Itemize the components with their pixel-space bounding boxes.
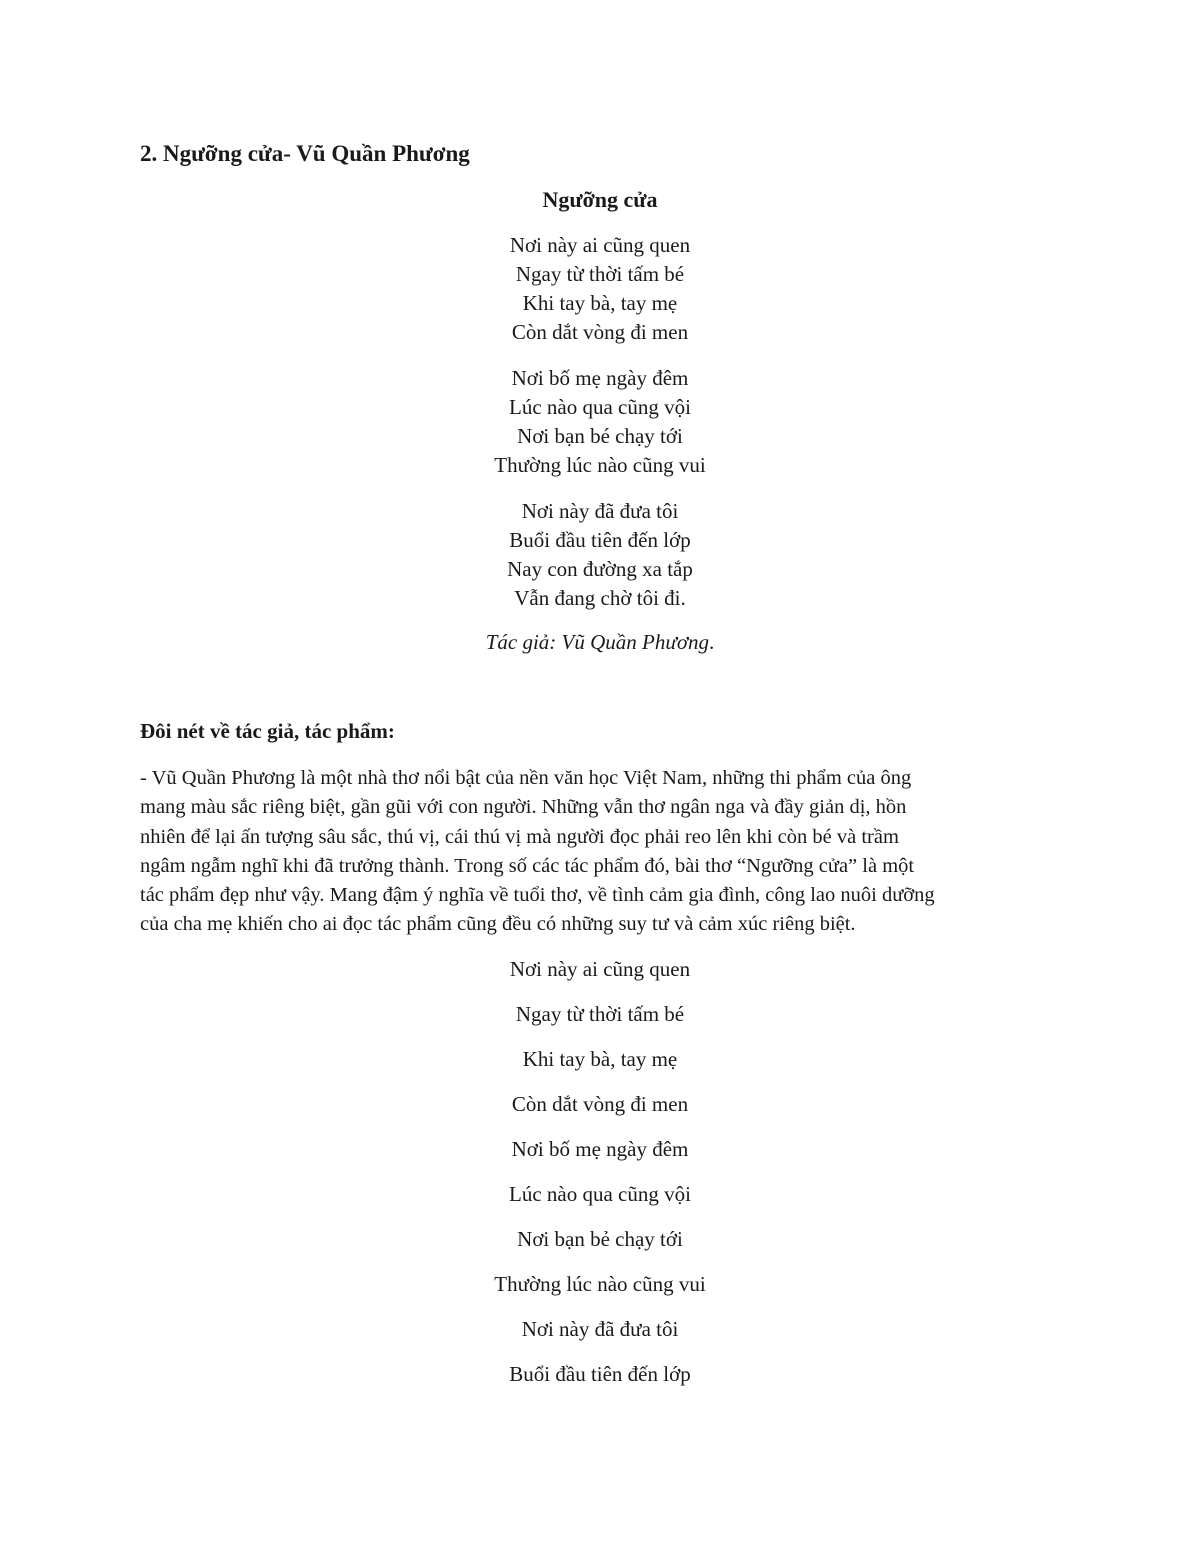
paragraph-line: mang màu sắc riêng biệt, gần gũi với con người. Những vẫn thơ ngân nga và đầy giản dị, hồn [140,796,907,819]
about-paragraph [140,764,1060,940]
poem-author-line [300,630,900,655]
quoted-poem-lines [300,955,900,1405]
quoted-line: Ngay từ thời tấm bé [515,1002,685,1026]
poem-title: Ngưỡng cửa [542,187,658,212]
poem-line: Nơi bạn bé chạy tới [517,424,683,448]
poem-line: Lúc nào qua cũng vội [509,395,691,419]
poem-line: Nơi này ai cũng quen [509,233,691,257]
poem-line: Nay con đường xa tắp [507,557,693,581]
paragraph-line: - Vũ Quần Phương là một nhà thơ nổi bật của nền văn học Việt Nam, những thi phẩm của ông [140,767,912,789]
about-heading: Đôi nét về tác giả, tác phẩm: [140,719,395,743]
poem-stanza-3 [300,497,900,613]
quoted-line: Nơi này đã đưa tôi [521,1317,679,1341]
quoted-line: Nơi bố mẹ ngày đêm [511,1137,689,1161]
poem-stanza-1 [300,231,900,347]
author-credit: Tác giả: Vũ Quần Phương [485,630,710,654]
poem-line: Vẫn đang chờ tôi đi. [514,586,686,610]
quoted-line: Buổi đầu tiên đến lớp [509,1362,691,1386]
quoted-line: Thường lúc nào cũng vui [494,1272,706,1296]
poem-line: Còn dắt vòng đi men [511,320,689,344]
poem-line: Ngay từ thời tấm bé [515,262,685,286]
section-heading: 2. Ngưỡng cửa- Vũ Quần Phương [140,141,470,166]
poem-line: Nơi này đã đưa tôi [521,499,679,523]
poem-line: Buổi đầu tiên đến lớp [509,528,691,552]
paragraph-line: tác phẩm đẹp như vậy. Mang đậm ý nghĩa về tuổi thơ, về tình cảm gia đình, công lao nuôi dưỡng [140,884,935,907]
paragraph-line: nhiên để lại ấn tượng sâu sắc, thú vị, cái thú vị mà người đọc phải reo lên khi còn bé và trầm [140,825,899,848]
poem-stanza-2 [300,364,900,480]
poem-line: Khi tay bà, tay mẹ [522,291,678,315]
quoted-line: Nơi bạn bẻ chạy tới [517,1227,683,1251]
quoted-line: Khi tay bà, tay mẹ [522,1047,678,1071]
quoted-line: Còn dắt vòng đi men [511,1092,689,1116]
paragraph-line: của cha mẹ khiến cho ai đọc tác phẩm cũng đều có những suy tư và cảm xúc riêng biệt. [140,913,856,936]
poem-line: Thường lúc nào cũng vui [494,453,706,477]
author-period: . [709,630,715,654]
paragraph-line: ngâm ngẫm nghĩ khi đã trưởng thành. Trong số các tác phẩm đó, bài thơ “Ngưỡng cửa” là một [140,854,915,877]
quoted-line: Lúc nào qua cũng vội [509,1182,691,1206]
poem-line: Nơi bố mẹ ngày đêm [511,366,689,390]
quoted-line: Nơi này ai cũng quen [509,957,691,981]
